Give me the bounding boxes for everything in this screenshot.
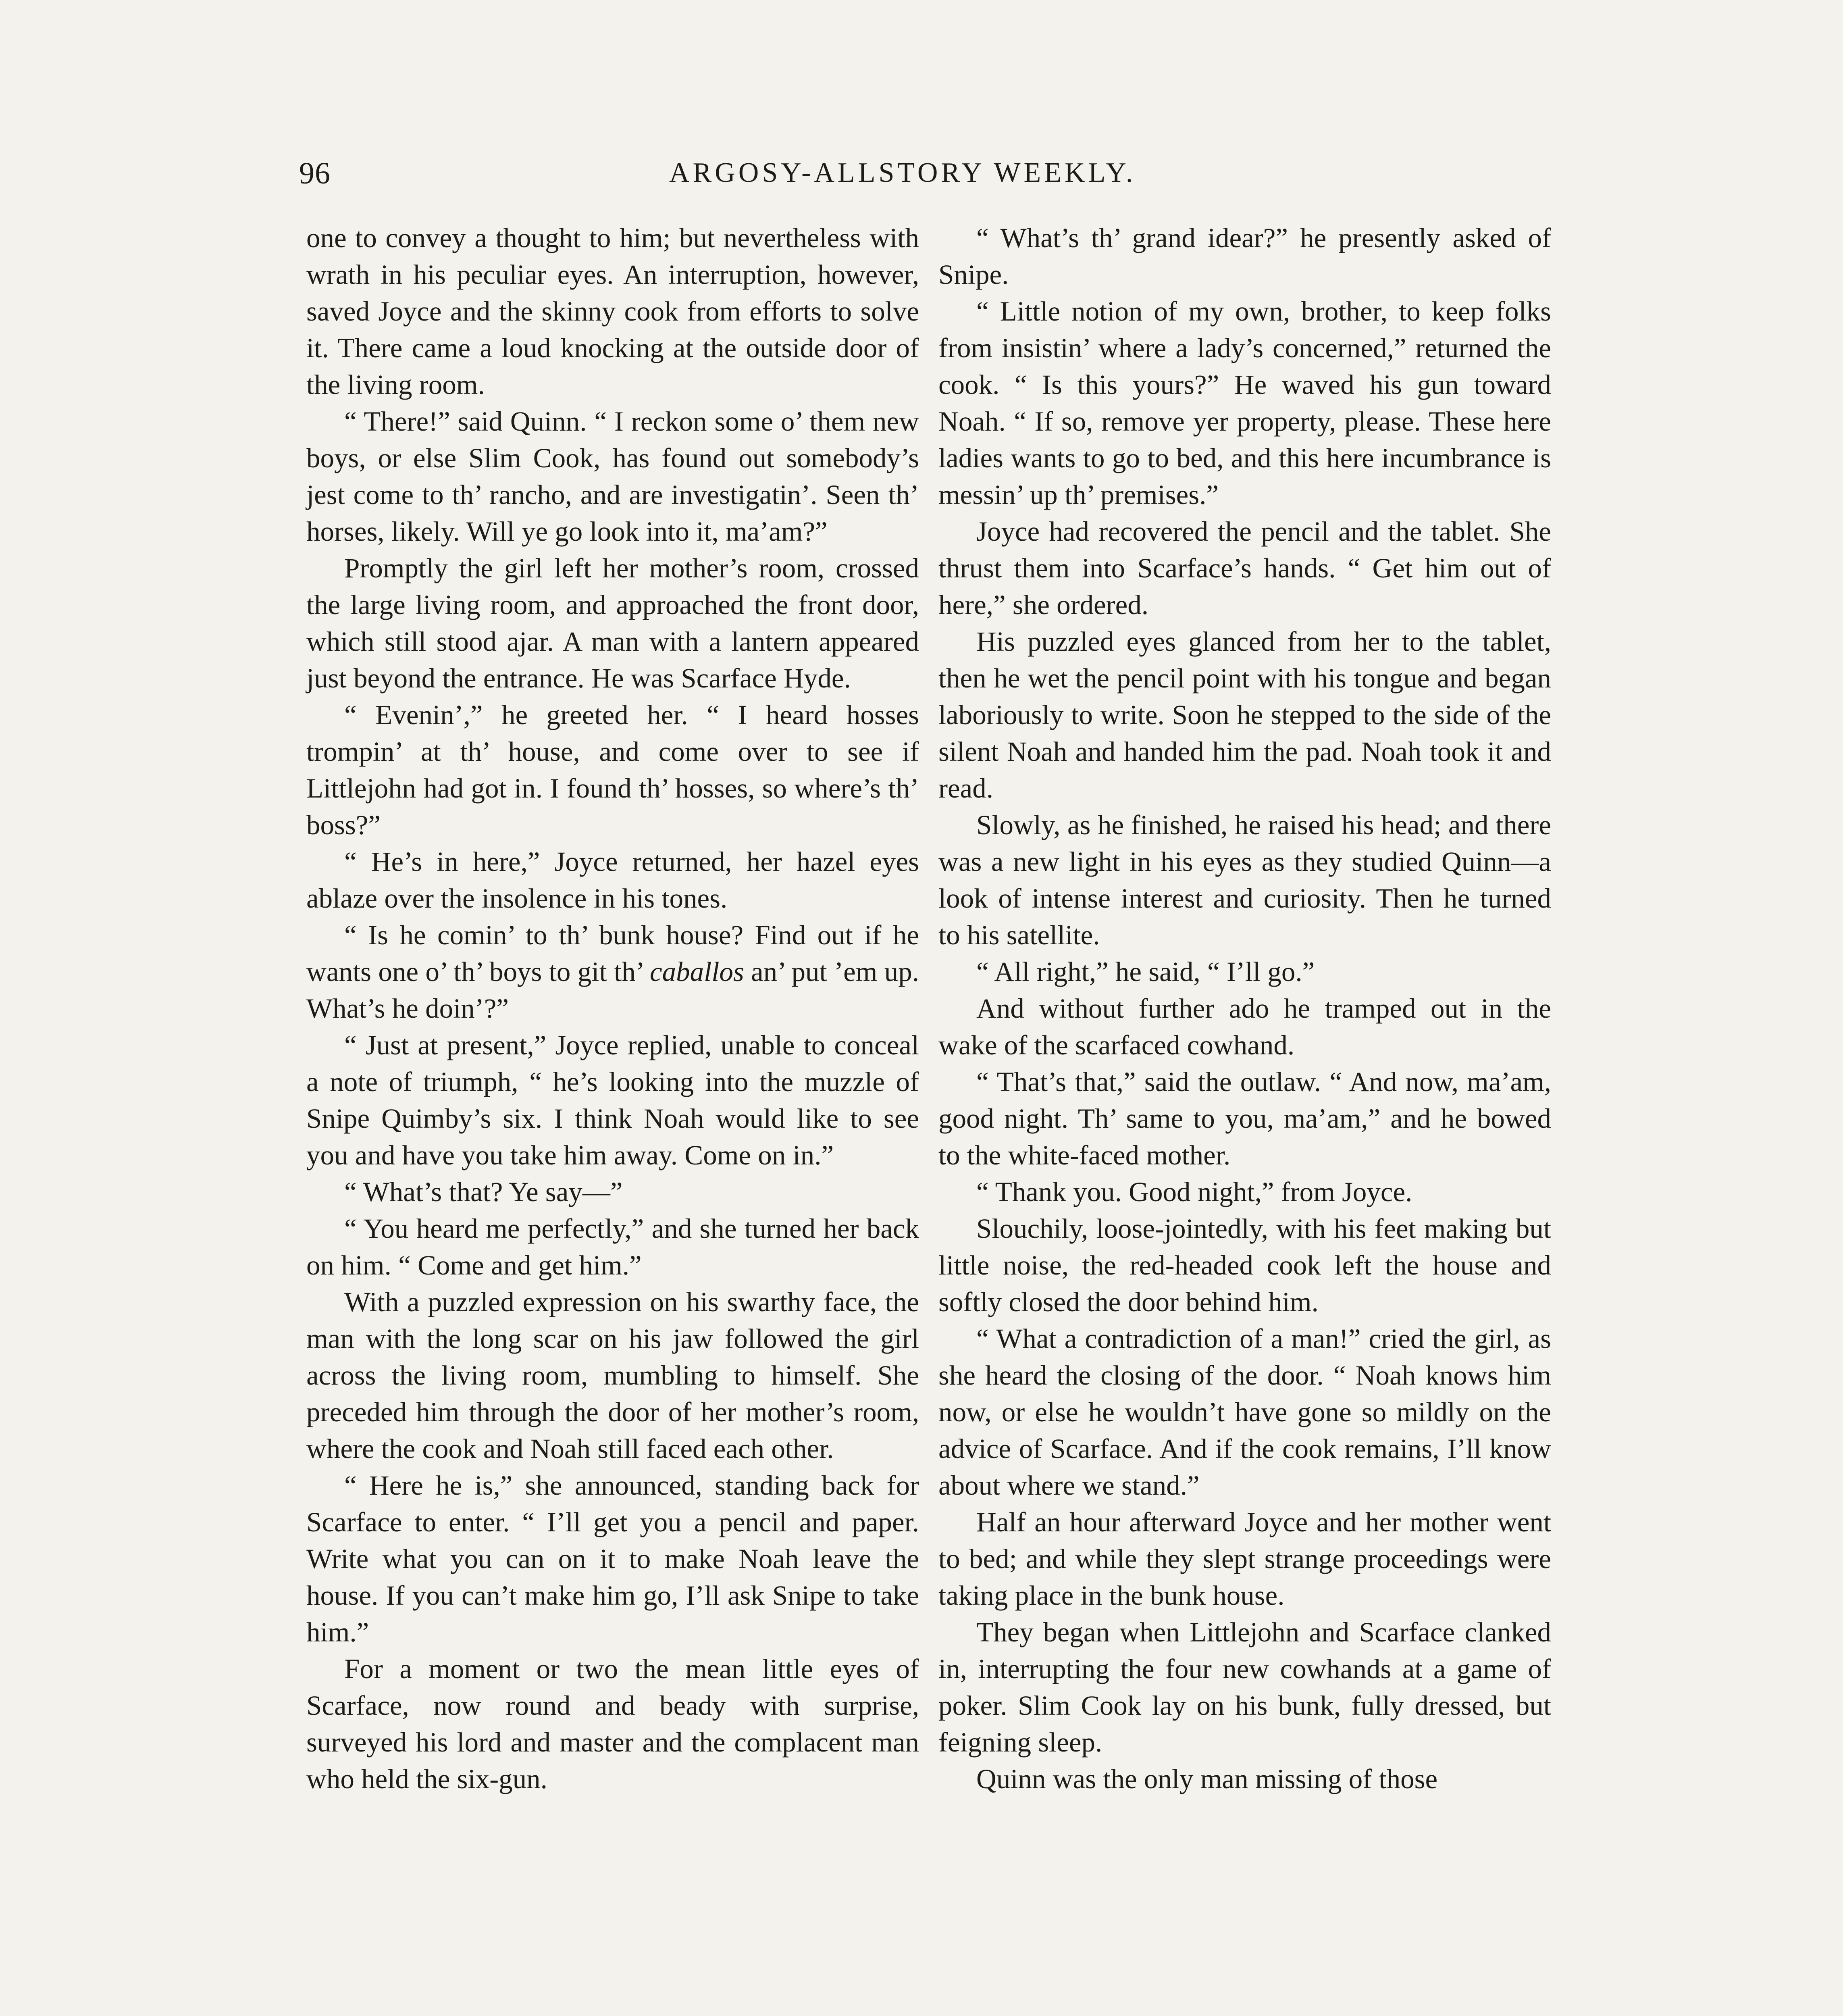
paragraph: They began when Littlejohn and Scarface clanked in, interrupting the four new cowhands at a game of poker. Slim Cook lay on his bunk, fully dressed, but feigning sleep. [938,1617,1551,1758]
paragraph [306,917,919,1027]
paragraph: “ Evenin’,” he greeted her. “ I heard hosses trompin’ at th’ house, and come over to see if Littlejohn had got in. I found th’ hosses, so where’s th’ boss?” [306,700,919,840]
running-head: ARGOSY-ALLSTORY WEEKLY. [669,157,1136,188]
paragraph: “ He’s in here,” Joyce returned, her hazel eyes ablaze over the insolence in his tones. [306,846,919,914]
paragraph: “ That’s that,” said the outlaw. “ And now, ma’am, good night. Th’ same to you, ma’am,” and he bowed to the white-faced mother. [938,1066,1551,1170]
paragraph-part: an’ put ’em up. What’s he doin’?” [306,956,919,1024]
paragraph: one to convey a thought to him; but nevertheless with wrath in his peculiar eyes. An interruption, however, saved Joyce and the skinny cook from efforts to solve it. There came a loud knocking at the outside door of the living room. [306,223,919,400]
paragraph: “ All right,” he said, “ I’ll go.” [976,956,1315,987]
paragraph: “ Little notion of my own, brother, to keep folks from insistin’ where a lady’s concerned,” returned the cook. “ Is this yours?” He waved his gun toward Noah. “ If so, remove yer property, please. These here ladies wants to go to bed, and this here incumbrance is messin’ up th’ premises.” [938,296,1551,510]
paragraph: “ You heard me perfectly,” and she turned her back on him. “ Come and get him.” [306,1213,919,1281]
paragraph: “ What’s that? Ye say—” [344,1177,623,1207]
paragraph: Quinn was the only man missing of those [976,1764,1438,1794]
left-column [306,220,919,1797]
paragraph: “ Just at present,” Joyce replied, unable to conceal a note of triumph, “ he’s looking into the muzzle of Snipe Quimby’s six. I think Noah would like to see you and have you take him away. Come on in.” [306,1030,919,1170]
right-column [938,220,1551,1797]
paragraph: Promptly the girl left her mother’s room, crossed the large living room, and approached the front door, which still stood ajar. A man with a lantern appeared just beyond the entrance. He was Scarface Hyde. [306,553,919,694]
paragraph: “ Here he is,” she announced, standing back for Scarface to enter. “ I’ll get you a pencil and paper. Write what you can on it to make Noah leave the house. If you can’t make him go, I’ll ask Snipe to take him.” [306,1470,919,1647]
paragraph: “ What a contradiction of a man!” cried the girl, as she heard the closing of the door. “ Noah knows him now, or else he wouldn’t have gone so mildly on the advice of Scarface. And if the cook remains, I’ll know about where we stand.” [938,1323,1551,1501]
paragraph-part: “ Is he comin’ to th’ bunk house? Find out if he wants one o’ th’ boys to git th’ [306,920,919,987]
page-number: 96 [299,156,331,190]
paragraph: Half an hour afterward Joyce and her mother went to bed; and while they slept strange proceedings were taking place in the bunk house. [938,1507,1551,1611]
paragraph: “ What’s th’ grand idear?” he presently asked of Snipe. [938,223,1551,290]
paragraph: With a puzzled expression on his swarthy face, the man with the long scar on his jaw followed the girl across the living room, mumbling to himself. She preceded him through the door of her mother’s room, where the cook and Noah still faced each other. [306,1287,919,1464]
italic-word: caballos [649,956,744,987]
paragraph: “ Thank you. Good night,” from Joyce. [976,1177,1412,1207]
paragraph: “ There!” said Quinn. “ I reckon some o’ them new boys, or else Slim Cook, has found out somebody’s jest come to th’ rancho, and are investigatin’. Seen th’ horses, likely. Will ye go look into it, ma’am?” [306,406,919,547]
paragraph: Slouchily, loose-jointedly, with his feet making but little noise, the red-headed cook left the house and softly closed the door behind him. [938,1213,1551,1317]
paragraph: Joyce had recovered the pencil and the tablet. She thrust them into Scarface’s hands. “ Get him out of here,” she ordered. [938,516,1551,620]
paragraph: For a moment or two the mean little eyes of Scarface, now round and beady with surprise, surveyed his lord and master and the complacent man who held the six-gun. [306,1654,919,1794]
paragraph: Slowly, as he finished, he raised his head; and there was a new light in his eyes as they studied Quinn—a look of intense interest and curiosity. Then he turned to his satellite. [938,810,1551,950]
paragraph: His puzzled eyes glanced from her to the tablet, then he wet the pencil point with his tongue and began laboriously to write. Soon he stepped to the side of the silent Noah and handed him the pad. Noah took it and read. [938,626,1551,804]
paragraph: And without further ado he tramped out in the wake of the scarfaced cowhand. [938,993,1551,1060]
